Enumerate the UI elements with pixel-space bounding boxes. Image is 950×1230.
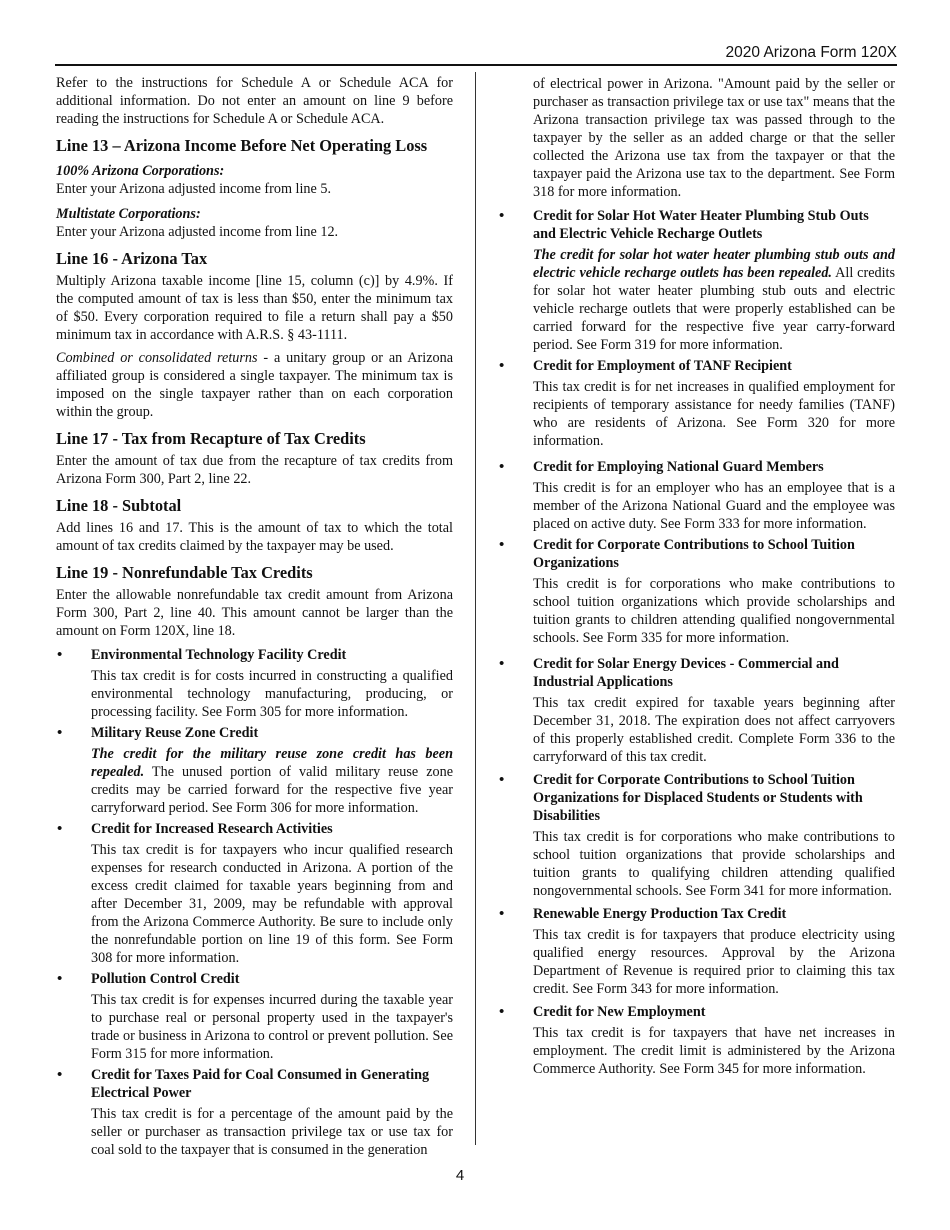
line19-heading: Line 19 - Nonrefundable Tax Credits (56, 563, 313, 582)
credit-item (56, 820, 453, 967)
credit-item (498, 655, 895, 766)
credit-title: • Credit for Employing National Guard Members (533, 459, 824, 475)
credit-item (56, 646, 453, 721)
credit-body: This tax credit is for a percentage of the amount paid by the seller or purchaser as transaction privilege tax or use tax for coal sold to the taxpayer that is consumed in the generation (91, 1106, 453, 1158)
line17-heading: Line 17 - Tax from Recapture of Tax Credits (56, 429, 366, 448)
credit-title: • Renewable Energy Production Tax Credit (533, 906, 787, 922)
credit-body: This tax credit expired for taxable years beginning after December 31, 2018. The expiration does not affect carryovers of this properly established credit. Complete Form 336 to the carryforward of this tax credit. (533, 695, 895, 765)
credit-body: This tax credit is for costs incurred in constructing a qualified environmental technology manufacturing, producing, or processing facility. See Form 305 for more information. (91, 668, 453, 720)
line18-heading: Line 18 - Subtotal (56, 496, 182, 515)
line13-text-az: Enter your Arizona adjusted income from line 5. (56, 181, 331, 197)
credit-title: • Credit for Increased Research Activities (91, 821, 333, 837)
line13-heading: Line 13 – Arizona Income Before Net Operating Loss (56, 136, 428, 155)
credit-item (498, 458, 895, 533)
line17-text: Enter the amount of tax due from the recapture of tax credits from Arizona Form 300, Part 2, line 22. (56, 453, 453, 487)
right-column (498, 75, 895, 1081)
credit-title: • Credit for Solar Hot Water Heater Plumbing Stub Outs and Electric Vehicle Recharge Outlets (533, 208, 869, 242)
credit-body: This tax credit is for expenses incurred during the taxable year to purchase real or personal property used in the taxpayer's trade or business in Arizona to control or prevent pollution. See Form 315 for more information. (91, 992, 453, 1062)
credit-title: • Military Reuse Zone Credit (91, 725, 259, 741)
credit-title: • Credit for New Employment (533, 1004, 706, 1020)
credit-title: • Environmental Technology Facility Credit (91, 647, 347, 663)
credit-body (533, 246, 895, 354)
credit-repealed-note: The credit for the military reuse zone credit has been repealed. (91, 746, 453, 780)
credit-item (498, 536, 895, 647)
right-credit-list (498, 207, 895, 1078)
credit-body: This credit is for corporations who make contributions to school tuition organizations which provide scholarships and tuition grants to children attending qualified nongovernmental schools. See Form 335 for more information. (533, 576, 895, 646)
credit-item (498, 1003, 895, 1078)
line16-heading: Line 16 - Arizona Tax (56, 249, 208, 268)
column-divider (475, 72, 476, 1145)
left-credit-list (56, 646, 453, 1159)
credit-body: This tax credit is for taxpayers that have net increases in employment. The credit limit is administered by the Arizona Commerce Authority. See Form 345 for more information. (533, 1025, 895, 1077)
credit-item (498, 207, 895, 354)
credit-body-text: All credits for solar hot water heater plumbing stub outs and electric vehicle recharge outlets that were properly established can be carried forward for the respective five year carry-forward period. See Form 319 for more information. (533, 265, 896, 353)
credit-body: This tax credit is for taxpayers who incur qualified research expenses for research conducted in Arizona. A portion of the excess credit claimed for taxable years beginning from and after December 31, 2009, may be refundable with approval from the Arizona Commerce Authority. Be sure to include only the nonrefundable portion on line 19 of this form. See Form 308 for more information. (91, 842, 453, 966)
credit-item (498, 357, 895, 450)
line16-combined-paragraph (56, 349, 453, 421)
credit-body-text: The unused portion of valid military reuse zone credits may be carried forward for the respective five year carryforward period. See Form 306 for more information. (91, 764, 453, 816)
credit-body: This tax credit is for taxpayers that produce electricity using qualified energy resources. Approval by the Arizona Department of Revenue is required prior to claiming this tax credit. See Form 343 for more information. (533, 927, 895, 997)
credit-body (91, 745, 453, 817)
line16-text: Multiply Arizona taxable income [line 15, column (c)] by 4.9%. If the computed amount of tax is less than $50, enter the minimum tax of $50. Every corporation required to file a return shall pay a $50 minimum tax in accordance with A.R.S. § 43-1111. (56, 273, 453, 343)
coal-credit-continuation: of electrical power in Arizona. "Amount paid by the seller or purchaser as transaction privilege tax or use tax" means that the Arizona transaction privilege tax was passed through to the taxpayer by the seller as an added charge or that the seller collected the Arizona use tax from the taxpayer or that the taxpayer paid the Arizona use tax to the department. See Form 318 for more information. (533, 76, 895, 200)
line13-subheading-az: 100% Arizona Corporations: (56, 163, 225, 179)
credit-item (56, 970, 453, 1063)
credit-body: This tax credit is for corporations who make contributions to school tuition organizations that provide scholarships and tuition grants to qualifying children attending qualified nongovernmental schools. See Form 341 for more information. (533, 829, 895, 899)
credit-item (56, 1066, 453, 1159)
credit-title: • Credit for Employment of TANF Recipient (533, 358, 792, 374)
form-title-header: 2020 Arizona Form 120X (725, 44, 897, 61)
line13-text-multistate: Enter your Arizona adjusted income from line 12. (56, 224, 339, 240)
left-column (56, 74, 453, 1162)
credit-title: • Credit for Taxes Paid for Coal Consumed in Generating Electrical Power (91, 1067, 430, 1101)
credit-body: This credit is for an employer who has an employee that is a member of the Arizona National Guard and the employee was placed on active duty. See Form 333 for more information. (533, 480, 895, 532)
combined-returns-text: - a unitary group or an Arizona affiliated group is considered a single taxpayer. The minimum tax is imposed on the single taxpayer rather than on each corporation within the group. (56, 350, 454, 420)
credit-item (498, 905, 895, 998)
line13-subheading-multistate: Multistate Corporations: (56, 206, 201, 222)
line19-text: Enter the allowable nonrefundable tax credit amount from Arizona Form 300, Part 2, line 40. This amount cannot be larger than the amount on Form 120X, line 18. (56, 587, 453, 639)
page-number: 4 (455, 1167, 465, 1184)
credit-title: • Credit for Solar Energy Devices - Commercial and Industrial Applications (533, 656, 839, 690)
credit-repealed-note: The credit for solar hot water heater plumbing stub outs and electric vehicle recharge outlets has been repealed. (533, 247, 895, 281)
credit-title: • Credit for Corporate Contributions to School Tuition Organizations (533, 537, 855, 571)
credit-item (56, 724, 453, 817)
header-rule (55, 64, 897, 66)
intro-paragraph: Refer to the instructions for Schedule A or Schedule ACA for additional information. Do not enter an amount on line 9 before reading the instructions for Schedule A or Schedule ACA. (56, 75, 453, 127)
combined-returns-label: Combined or consolidated returns (56, 350, 258, 366)
line18-text: Add lines 16 and 17. This is the amount of tax to which the total amount of tax credits claimed by the taxpayer may be used. (56, 520, 453, 554)
credit-body: This tax credit is for net increases in qualified employment for recipients of temporary assistance for needy families (TANF) who are residents of Arizona. See Form 320 for more information. (533, 379, 895, 449)
credit-title: • Credit for Corporate Contributions to School Tuition Organizations for Displaced Students or Students with Disabilities (533, 772, 863, 824)
credit-item (498, 771, 895, 900)
credit-title: • Pollution Control Credit (91, 971, 240, 987)
